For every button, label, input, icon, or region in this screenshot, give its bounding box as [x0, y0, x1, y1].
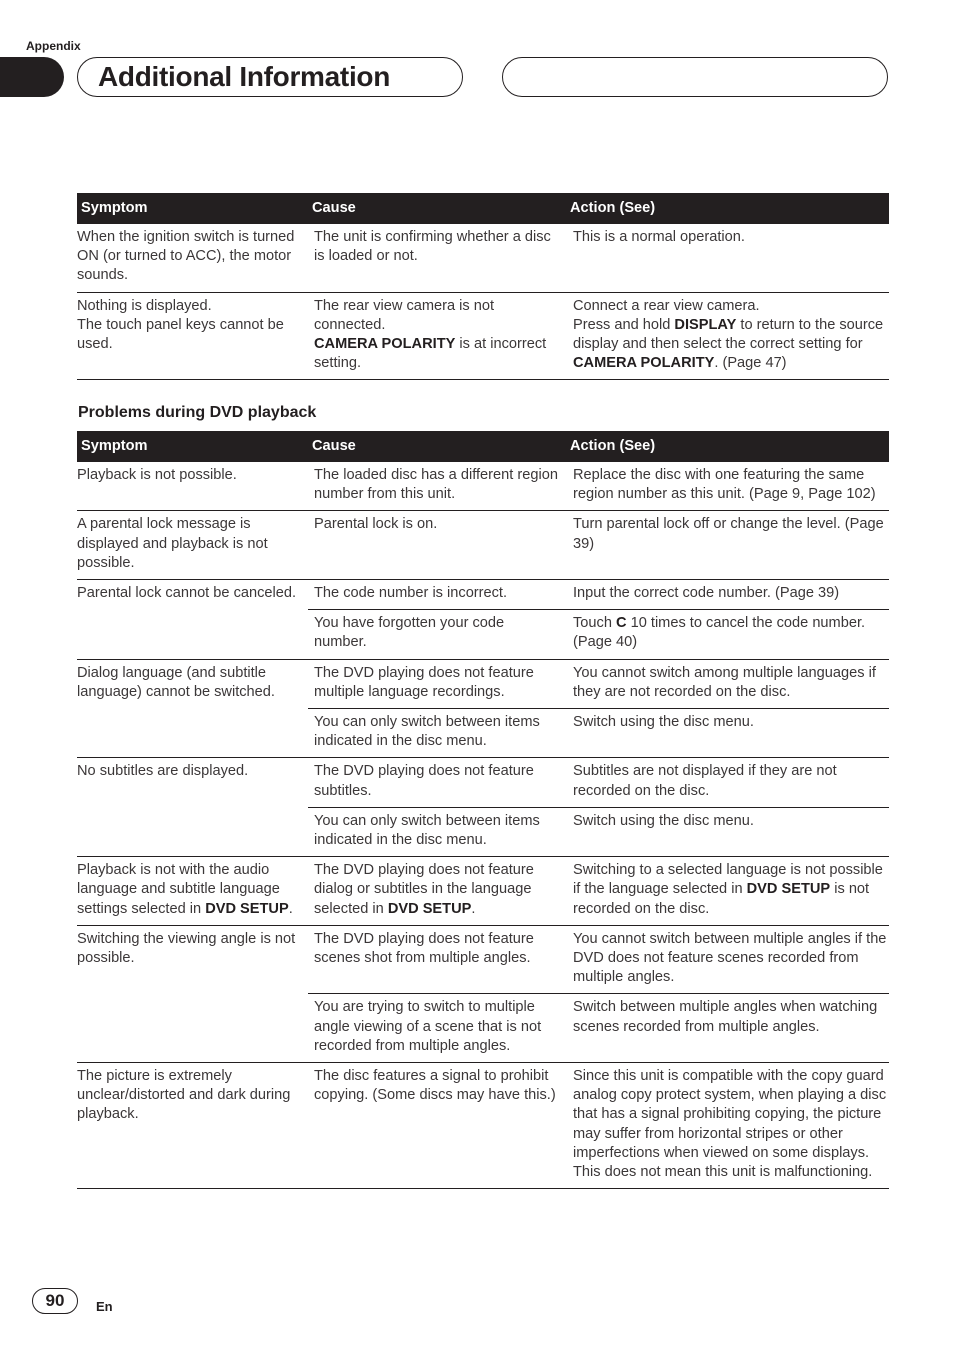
action-cell [566, 292, 889, 380]
action-text: Since this unit is compatible with the copy guard analog copy protect system, when playing a disc that has a signal prohibiting copying, the picture may suffer from horizontal stripes or other imperfections when viewed on some displays. This does not mean this unit is malfunctioning. [573, 1068, 887, 1181]
cause-cell [308, 807, 566, 856]
header-action: Action (See) [566, 431, 889, 462]
action-line [573, 316, 889, 374]
symptom-cell: When the ignition switch is turned ON (or turned to ACC), the motor sounds. [77, 224, 308, 292]
appendix-label: Appendix [26, 39, 81, 53]
symptom-text: . [288, 900, 293, 917]
troubleshooting-table-general [77, 193, 889, 380]
action-cell [566, 610, 889, 659]
action-text: You cannot switch among multiple languages if they are not recorded on the disc. [573, 664, 876, 700]
header-symptom: Symptom [77, 193, 308, 224]
cause-text: You are trying to switch to multiple angle viewing of a scene that is not recorded from multiple angles. [314, 999, 542, 1054]
table-header-row [77, 193, 889, 224]
action-line: Connect a rear view camera. [573, 297, 760, 314]
symptom-text: Playback is not with the audio language and subtitle language settings selected in [77, 862, 280, 917]
section-tab-marker [0, 57, 64, 97]
action-text: Switch between multiple angles when watching scenes recorded from multiple angles. [573, 999, 878, 1035]
action-cell [566, 758, 889, 807]
symptom-cell: No subtitles are displayed. [77, 758, 308, 857]
cause-cell [308, 857, 566, 926]
action-text: Replace the disc with one featuring the same region number as this unit. (Page 9, Page 102) [573, 467, 876, 503]
table-row [77, 758, 889, 807]
action-cell [566, 580, 889, 610]
cause-text: . [471, 900, 476, 917]
symptom-cell: Parental lock cannot be canceled. [77, 580, 308, 660]
title-frame [77, 57, 463, 97]
cause-line: The rear view camera is not connected. [314, 297, 495, 333]
action-cell [566, 224, 889, 292]
action-cell [566, 659, 889, 708]
setting-name: DVD SETUP [205, 900, 289, 917]
symptom-cell: A parental lock message is displayed and playback is not possible. [77, 511, 308, 580]
table-row [77, 462, 889, 511]
table-row [77, 511, 889, 580]
header-cause: Cause [308, 431, 566, 462]
action-cell [566, 994, 889, 1063]
table-header-row [77, 431, 889, 462]
cause-cell [308, 659, 566, 708]
page-number: 90 [32, 1288, 78, 1314]
action-cell [566, 1063, 889, 1189]
cause-cell [308, 511, 566, 580]
action-cell [566, 857, 889, 926]
cause-cell [308, 292, 566, 380]
symptom-cell: Playback is not possible. [77, 462, 308, 511]
symptom-line: Nothing is displayed. [77, 297, 212, 314]
action-cell [566, 925, 889, 994]
cause-cell [308, 462, 566, 511]
cause-line [314, 335, 560, 373]
action-text: Input the correct code number. (Page 39) [573, 585, 840, 602]
action-text: You cannot switch between multiple angles if the DVD does not feature scenes recorded from multiple angles. [573, 930, 887, 986]
table-row [77, 580, 889, 610]
setting-name: DVD SETUP [387, 900, 472, 917]
page-reference: . (Page 47) [714, 355, 787, 372]
cause-cell [308, 925, 566, 994]
symptom-cell [77, 857, 308, 926]
action-text: Touch [573, 615, 616, 632]
table-row [77, 925, 889, 994]
cause-text: The DVD playing does not feature multiple language recordings. [314, 664, 534, 700]
symptom-line: The touch panel keys cannot be used. [77, 316, 284, 353]
cause-text: The disc features a signal to prohibit copying. (Some discs may have this.) [314, 1068, 556, 1104]
cause-text: The DVD playing does not feature subtitles. [314, 763, 534, 799]
symptom-cell: Switching the viewing angle is not possible. [77, 925, 308, 1062]
table-row [77, 857, 889, 926]
cause-text: The code number is incorrect. [314, 585, 508, 602]
action-text: This is a normal operation. [573, 229, 745, 245]
table-row [77, 659, 889, 708]
action-text: Subtitles are not displayed if they are not recorded on the disc. [573, 763, 837, 799]
cause-text: You have forgotten your code number. [314, 615, 505, 651]
action-cell [566, 511, 889, 580]
cause-text: The loaded disc has a different region number from this unit. [314, 467, 558, 503]
setting-name: CAMERA POLARITY [573, 355, 715, 372]
cause-cell [308, 224, 566, 292]
cause-text: You can only switch between items indicated in the disc menu. [314, 812, 540, 849]
button-name: DISPLAY [674, 316, 737, 333]
action-text: 10 times to cancel the code number. (Page 40) [573, 615, 866, 651]
action-cell [566, 709, 889, 758]
action-text: Turn parental lock off or change the level. (Page 39) [573, 516, 884, 552]
action-cell [566, 807, 889, 856]
action-text: Switching to a selected language is not possible if the language selected in [573, 862, 883, 898]
header-cause: Cause [308, 193, 566, 224]
table-row [77, 1063, 889, 1189]
action-text: Switch using the disc menu. [573, 812, 754, 829]
cause-text: The DVD playing does not feature scenes shot from multiple angles. [314, 930, 534, 967]
symptom-cell: The picture is extremely unclear/distorted and dark during playback. [77, 1063, 308, 1189]
language-label: En [96, 1299, 113, 1314]
section-heading: Problems during DVD playback [78, 404, 317, 421]
button-name: C [616, 615, 627, 632]
setting-name: CAMERA POLARITY [314, 336, 456, 353]
cause-text: You can only switch between items indicated in the disc menu. [314, 714, 540, 750]
table-row [77, 224, 889, 292]
action-text: Switch using the disc menu. [573, 714, 754, 731]
symptom-cell [77, 292, 308, 380]
cause-cell [308, 994, 566, 1063]
cause-cell [308, 1063, 566, 1189]
cause-cell [308, 610, 566, 659]
cause-cell [308, 580, 566, 610]
subtitle-frame [502, 57, 888, 97]
page-title: Additional Information [98, 61, 391, 92]
setting-name: DVD SETUP [746, 881, 831, 898]
cause-text: is at incorrect setting. [314, 336, 547, 372]
action-text: is not recorded on the disc. [573, 881, 870, 917]
header-action: Action (See) [566, 193, 889, 224]
action-text: Press and hold [573, 316, 675, 333]
cause-text: The unit is confirming whether a disc is loaded or not. [314, 229, 551, 265]
cause-text: The DVD playing does not feature dialog or subtitles in the language selected in [314, 862, 534, 917]
cause-cell [308, 709, 566, 758]
symptom-cell: Dialog language (and subtitle language) cannot be switched. [77, 659, 308, 758]
action-cell [566, 462, 889, 511]
action-text: to return to the source display and then select the correct setting for [573, 316, 884, 353]
header-symptom: Symptom [77, 431, 308, 462]
cause-text: Parental lock is on. [314, 516, 438, 533]
cause-cell [308, 758, 566, 807]
troubleshooting-table-dvd [77, 431, 889, 1189]
table-row [77, 292, 889, 380]
